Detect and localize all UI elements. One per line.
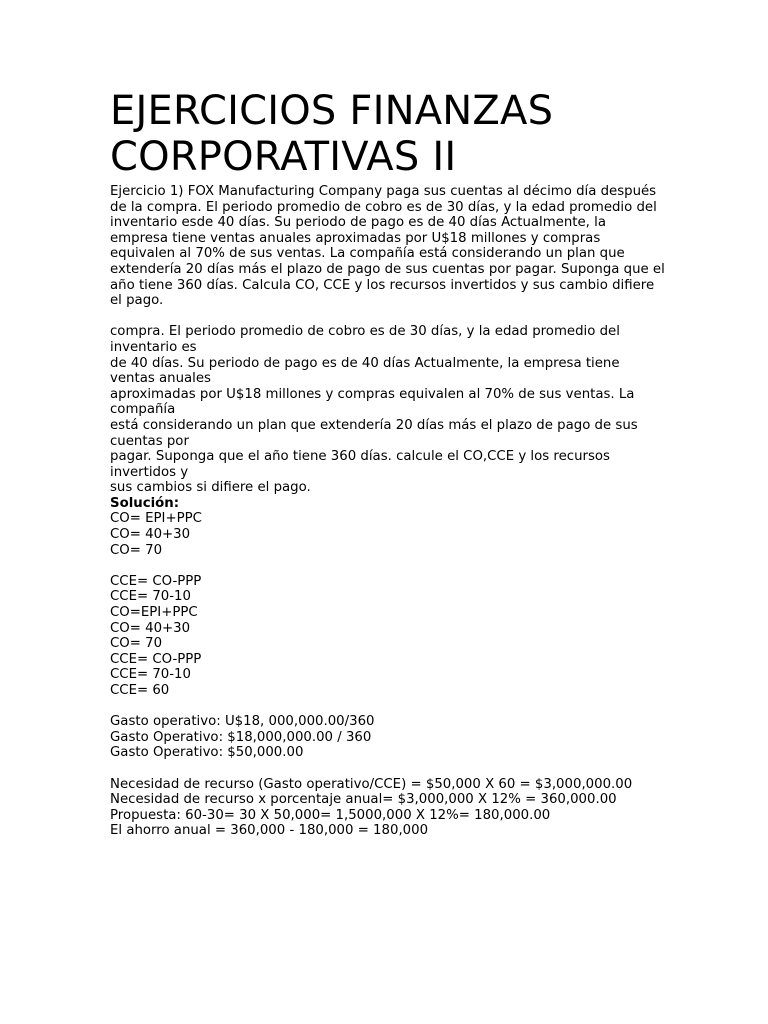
solution-line: CCE= 70-10: [110, 667, 191, 683]
blank-line: [110, 699, 670, 715]
document-page: [110, 88, 670, 839]
solution-line: Gasto Operativo: $50,000.00: [110, 745, 304, 761]
document-title: EJERCICIOS FINANZAS CORPORATIVAS II: [110, 88, 554, 180]
solution-line: Propuesta: 60-30= 30 X 50,000= 1,5000,000 X 12%= 180,000.00: [110, 807, 551, 823]
solution-line: CCE= CO-PPP: [110, 573, 202, 589]
paragraph-line: aproximadas por U$18 millones y compras equivalen al 70% de sus ventas. La compañía: [110, 386, 635, 418]
solution-line: CO= 70: [110, 542, 163, 558]
blank-line: [110, 761, 670, 777]
solution-line: CCE= CO-PPP: [110, 651, 202, 667]
paragraph-line: de 40 días. Su periodo de pago es de 40 días Actualmente, la empresa tiene ventas anuales: [110, 355, 620, 387]
solution-line: CO= 40+30: [110, 620, 191, 636]
solution-line: Necesidad de recurso (Gasto operativo/CCE) = $50,000 X 60 = $3,000,000.00: [110, 776, 633, 792]
solution-line: CO= 40+30: [110, 527, 191, 543]
paragraph-line: sus cambios si difiere el pago.: [110, 480, 311, 496]
solution-line: CO= 70: [110, 636, 163, 652]
solution-heading: Solución:: [110, 495, 180, 511]
solution-line: Gasto Operativo: $18,000,000.00 / 360: [110, 729, 372, 745]
solution-section: [110, 496, 670, 839]
blank-line: [110, 558, 670, 574]
exercise-intro-paragraph: Ejercicio 1) FOX Manufacturing Company paga sus cuentas al décimo día después de la compra. El periodo promedio de cobro es de 30 días, y la edad promedio del inventario esde 40 días. Su periodo de pago es de 40 días Actualmente, la empresa tiene ventas anuales aproximadas por U$18 millones y compras equivalen al 70% de sus ventas. La compañía está considerando un plan que extendería 20 días más el plazo de pago de sus cuentas por pagar. Suponga que el año tiene 360 días. Calcula CO, CCE y los recursos invertidos y sus cambio difiere el pago.: [110, 184, 665, 309]
paragraph-line: está considerando un plan que extendería 20 días más el plazo de pago de sus cuentas por: [110, 417, 638, 449]
solution-line: CO= EPI+PPC: [110, 511, 202, 527]
solution-line: Gasto operativo: U$18, 000,000.00/360: [110, 714, 375, 730]
paragraph-line: compra. El periodo promedio de cobro es de 30 días, y la edad promedio del inventario es: [110, 324, 620, 355]
solution-line: Necesidad de recurso x porcentaje anual= $3,000,000 X 12% = 360,000.00: [110, 792, 617, 808]
solution-line: CCE= 60: [110, 683, 170, 698]
paragraph-line: pagar. Suponga que el año tiene 360 días. calcule el CO,CCE y los recursos invertidos y: [110, 449, 610, 480]
exercise-restated-paragraph: [110, 324, 660, 496]
solution-lines: [110, 511, 670, 838]
solution-line: El ahorro anual = 360,000 - 180,000 = 180,000: [110, 823, 429, 839]
solution-line: CO=EPI+PPC: [110, 605, 198, 621]
solution-line: CCE= 70-10: [110, 589, 191, 605]
